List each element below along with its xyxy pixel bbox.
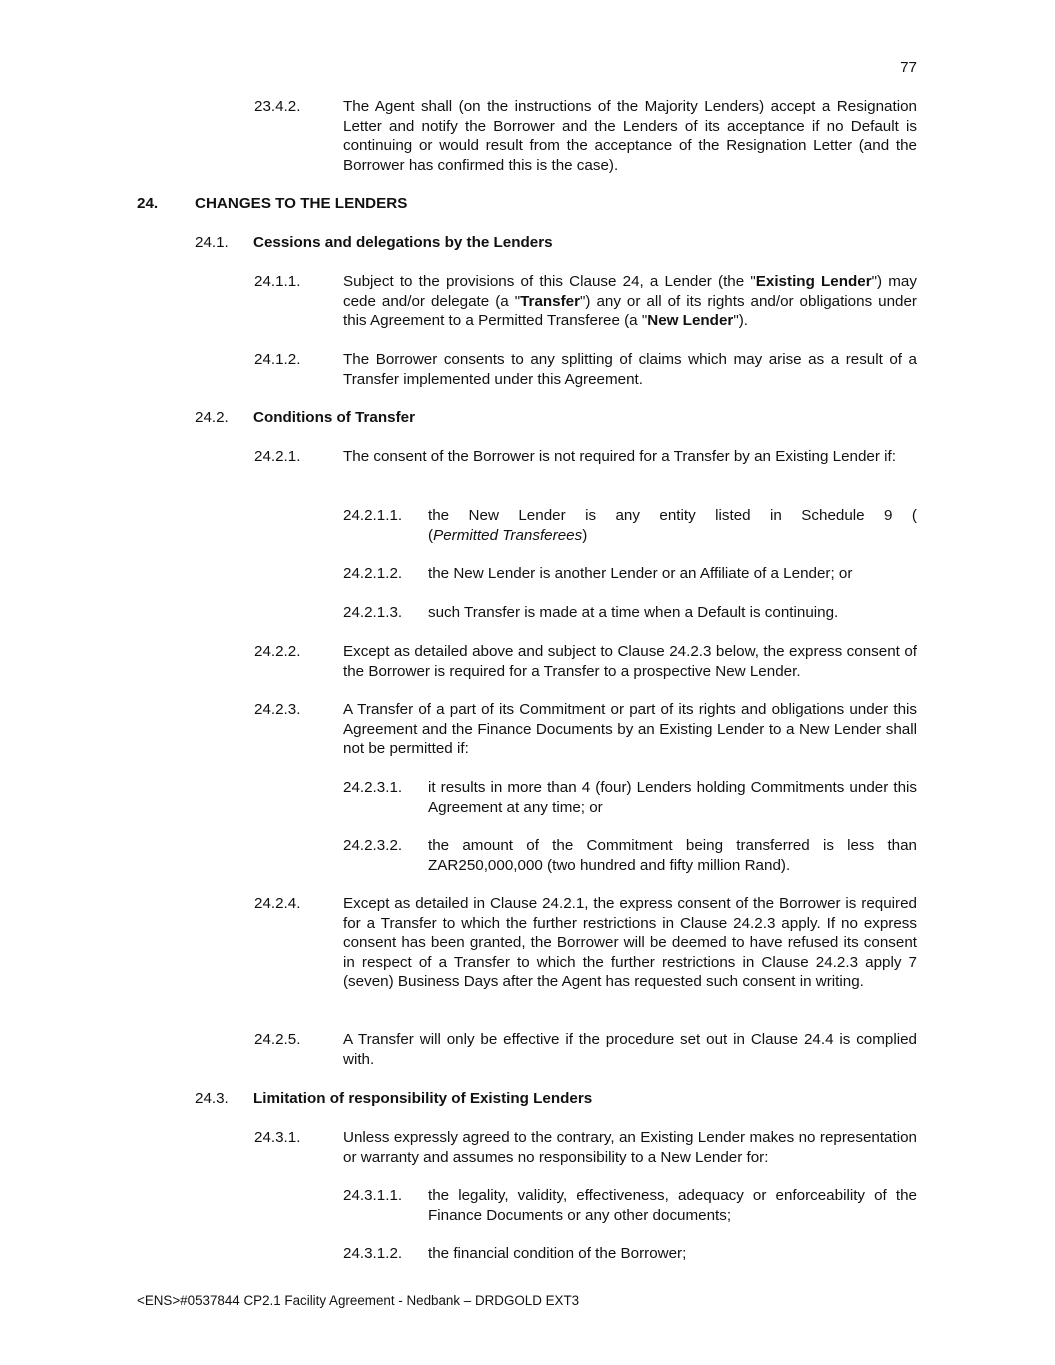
section-title: CHANGES TO THE LENDERS — [195, 195, 408, 212]
clause-number: 24.1. — [195, 234, 229, 251]
clause-number: 24.2. — [195, 409, 229, 426]
document-footer: <ENS>#0537844 CP2.1 Facility Agreement - Nedbank – DRDGOLD EXT3 — [137, 1293, 580, 1308]
defined-term-transfer: Transfer — [520, 292, 581, 310]
clause-text: Unless expressly agreed to the contrary, an Existing Lender makes no representation or warranty and assumes no responsibility to a New Lender for: — [343, 1129, 917, 1166]
page-number: 77 — [900, 59, 917, 76]
defined-term-new-lender: New Lender — [647, 312, 734, 329]
text-segment: ") any or all of its rights and/or obligations under this Agreement to a Permitted Transferee (a " — [343, 292, 917, 329]
clause-number: 24.2.3.2. — [343, 837, 403, 854]
text-segment: Subject to the provisions of this Clause 24, a Lender (the " — [343, 273, 756, 290]
clause-title: Cessions and delegations by the Lenders — [253, 234, 553, 251]
clause-text: A Transfer will only be effective if the procedure set out in Clause 24.4 is complied with. — [343, 1031, 917, 1068]
clause-number: 24.2.1.3. — [343, 604, 403, 621]
text-segment: the New Lender is any entity listed in Schedule 9 ( — [428, 507, 917, 524]
clause-number: 24.1.2. — [254, 351, 301, 368]
clause-number: 24.2.1.1. — [343, 507, 403, 524]
clause-number: 24.2.1.2. — [343, 565, 403, 582]
clause-text: A Transfer of a part of its Commitment or part of its rights and obligations under this Agreement and the Finance Documents by an Existing Lender to a New Lender shall not be permitted if: — [343, 701, 917, 757]
clause-title: Limitation of responsibility of Existing Lenders — [253, 1090, 593, 1107]
clause-number: 24.2.5. — [254, 1031, 301, 1048]
italic-term-permitted-transferees: Permitted Transferees — [433, 526, 583, 544]
clause-text: the legality, validity, effectiveness, adequacy or enforceability of the Finance Documents or any other documents; — [428, 1187, 917, 1224]
clause-text: such Transfer is made at a time when a Default is continuing. — [428, 604, 839, 621]
defined-term-existing-lender: Existing Lender — [755, 273, 872, 290]
clause-text: Except as detailed above and subject to Clause 24.2.3 below, the express consent of the Borrower is required for a Transfer to a prospective New Lender. — [343, 643, 917, 680]
clause-title: Conditions of Transfer — [253, 409, 416, 426]
text-segment: "). — [733, 312, 748, 329]
clause-number: 24.1.1. — [254, 273, 301, 290]
clause-text-continued: (Permitted Transferees) — [428, 526, 588, 544]
clause-text: The Borrower consents to any splitting of claims which may arise as a result of a Transfer implemented under this Agreement. — [343, 351, 917, 388]
clause-number: 24.3. — [195, 1090, 229, 1107]
text-segment: ") may cede and/or delegate (a " — [343, 273, 917, 310]
clause-text: Except as detailed in Clause 24.2.1, the express consent of the Borrower is required for a Transfer to which the further restrictions in Clause 24.2.3 apply. If no express consent has been granted, the Borrower will be deemed to have refused its consent in respect of a Transfer to which the further restrictions in Clause 24.2.3 apply 7 (seven) Business Days after the Agent has requested such consent in writing. — [343, 895, 917, 990]
clause-text: The Agent shall (on the instructions of the Majority Lenders) accept a Resignation Letter and notify the Borrower and the Lenders of its acceptance if no Default is continuing or would result from the acceptance of the Resignation Letter (and the Borrower has confirmed this is the case). — [343, 98, 917, 174]
clause-number: 23.4.2. — [254, 98, 301, 115]
clause-number: 24.2.3.1. — [343, 779, 403, 796]
clause-text: the financial condition of the Borrower; — [428, 1245, 687, 1262]
clause-text: The consent of the Borrower is not required for a Transfer by an Existing Lender if: — [343, 448, 896, 465]
clause-text: the amount of the Commitment being transferred is less than ZAR250,000,000 (two hundred and fifty million Rand). — [428, 837, 917, 874]
clause-number: 24.2.1. — [254, 448, 301, 465]
clause-number: 24.2.4. — [254, 895, 301, 912]
text-segment: ) — [582, 526, 588, 544]
clause-text: it results in more than 4 (four) Lenders holding Commitments under this Agreement at any time; or — [428, 779, 917, 816]
clause-number: 24.3.1.1. — [343, 1187, 403, 1204]
section-number: 24. — [137, 195, 159, 212]
clause-number: 24.3.1.2. — [343, 1245, 403, 1262]
clause-text — [428, 506, 917, 526]
clause-text: the New Lender is another Lender or an Affiliate of a Lender; or — [428, 565, 853, 582]
clause-text — [343, 272, 917, 331]
clause-number: 24.3.1. — [254, 1129, 301, 1146]
clause-number: 24.2.2. — [254, 643, 301, 660]
clause-number: 24.2.3. — [254, 701, 301, 718]
